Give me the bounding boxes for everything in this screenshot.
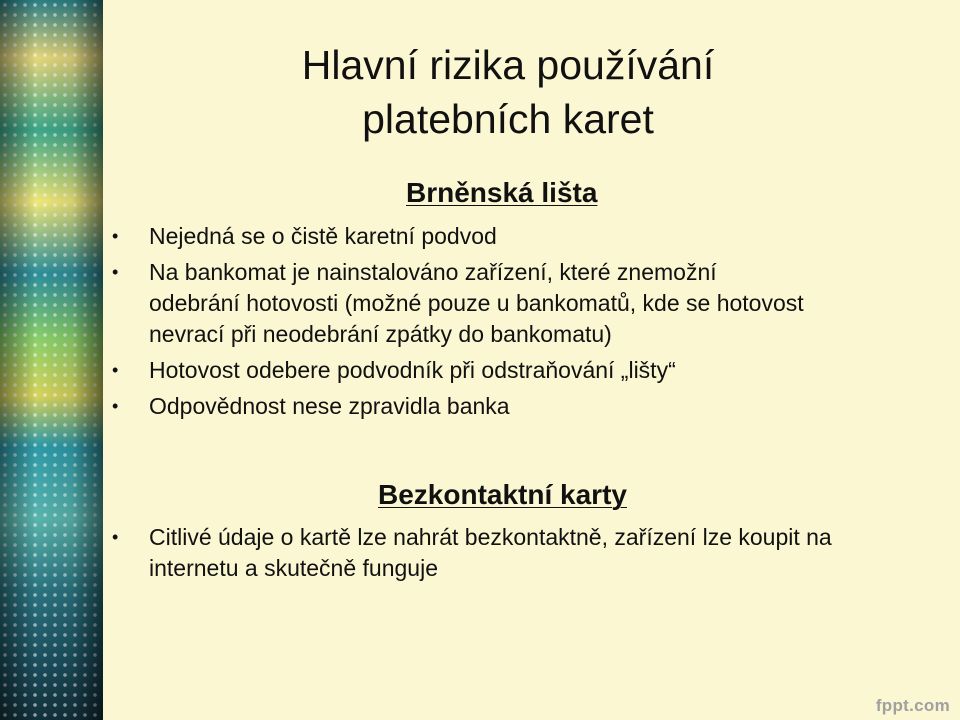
list-item-text: Na bankomat je nainstalováno zařízení, které znemožní odebrání hotovosti (možné pouze u bankomatů, kde se hotovost nevrací při neodebrání zpátky do bankomatu) xyxy=(149,259,804,347)
list-item-text: Citlivé údaje o kartě lze nahrát bezkontaktně, zařízení lze koupit na internetu a skutečně funguje xyxy=(149,524,832,581)
fppt-watermark: fppt.com xyxy=(875,696,950,715)
list-item xyxy=(112,522,922,584)
bullet-icon: • xyxy=(112,360,119,380)
bullet-icon: • xyxy=(112,527,119,547)
list-item-text: Hotovost odebere podvodník při odstraňování „lišty“ xyxy=(149,357,676,383)
bullet-list-brnenska-lista xyxy=(112,221,812,427)
slide-title xyxy=(103,38,913,146)
list-item xyxy=(112,257,812,350)
bullet-icon: • xyxy=(112,226,119,246)
bullet-icon: • xyxy=(112,396,119,416)
title-line-1: Hlavní rizika používání xyxy=(301,42,715,88)
list-item xyxy=(112,391,812,422)
section-heading-brnenska-lista: Brněnská lišta xyxy=(406,177,598,208)
list-item-text: Odpovědnost nese zpravidla banka xyxy=(149,393,510,419)
list-item xyxy=(112,355,812,386)
title-line-2: platebních karet xyxy=(362,96,654,142)
section-heading-bezkontaktni-karty: Bezkontaktní karty xyxy=(378,479,627,510)
decorative-sidebar xyxy=(0,0,103,720)
bullet-icon: • xyxy=(112,262,119,282)
bullet-list-bezkontaktni-karty xyxy=(112,522,922,589)
list-item xyxy=(112,221,812,252)
list-item-text: Nejedná se o čistě karetní podvod xyxy=(149,223,497,249)
